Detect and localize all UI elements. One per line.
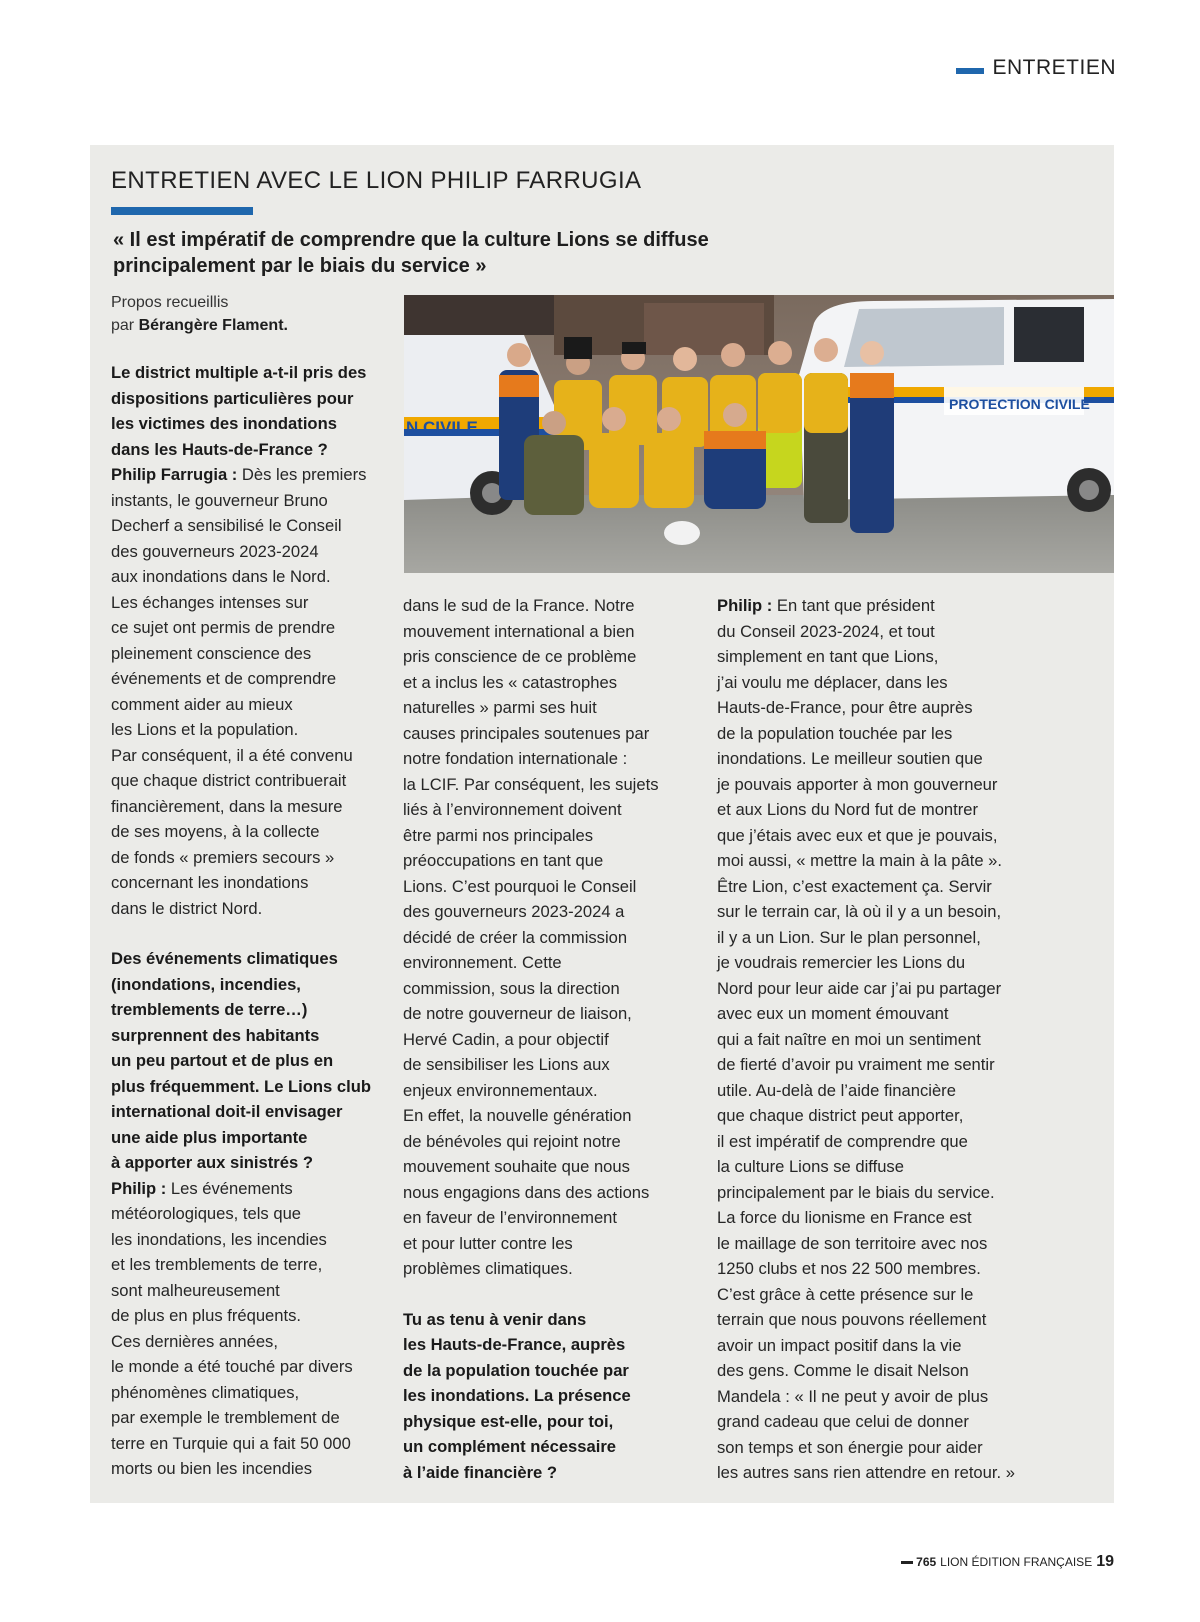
body-text: causes principales soutenues par bbox=[403, 723, 650, 743]
text-line bbox=[111, 1074, 381, 1100]
body-text: simplement en tant que Lions, bbox=[717, 647, 939, 666]
body-text: et a inclus les « catastrophes bbox=[403, 672, 617, 692]
bold-text: les inondations. La présence bbox=[403, 1386, 631, 1405]
text-line bbox=[111, 870, 381, 896]
text-line bbox=[403, 1052, 693, 1078]
text-line bbox=[717, 1460, 1037, 1486]
column-1 bbox=[111, 360, 381, 1482]
text-line bbox=[717, 721, 1037, 747]
text-line bbox=[717, 1001, 1037, 1027]
text-line bbox=[403, 1383, 693, 1409]
body-text: Lions. C’est pourquoi le Conseil bbox=[403, 876, 637, 896]
body-text: nous engagions dans des actions bbox=[403, 1182, 650, 1202]
text-line bbox=[717, 746, 1037, 772]
footer-dash bbox=[901, 1561, 913, 1564]
body-text: les inondations, les incendies bbox=[111, 1229, 327, 1249]
body-text: mouvement international a bien bbox=[403, 621, 635, 641]
body-text: décidé de créer la commission bbox=[403, 927, 628, 947]
body-text: dans le sud de la France. Notre bbox=[403, 596, 635, 615]
bold-text: Philip : bbox=[717, 596, 777, 615]
body-text: instants, le gouverneur Bruno bbox=[111, 490, 328, 510]
body-text: 1250 clubs et nos 22 500 membres. bbox=[717, 1259, 981, 1278]
body-text: le monde a été touché par divers bbox=[111, 1357, 353, 1376]
bold-text: dans les Hauts-de-France ? bbox=[111, 439, 328, 459]
byline-by: par bbox=[111, 317, 139, 334]
bold-text: un complément nécessaire bbox=[403, 1437, 617, 1456]
body-text: grand cadeau que celui de donner bbox=[717, 1412, 969, 1431]
body-text: financièrement, dans la mesure bbox=[111, 796, 343, 816]
body-text: comment aider au mieux bbox=[111, 694, 293, 714]
text-line bbox=[111, 997, 381, 1023]
text-line bbox=[403, 772, 693, 798]
body-text: Mandela : « Il ne peut y avoir de plus bbox=[717, 1386, 989, 1406]
body-text: j’ai voulu me déplacer, dans les bbox=[717, 672, 948, 692]
article-title: ENTRETIEN AVEC LE LION PHILIP FARRUGIA bbox=[111, 167, 642, 194]
text-line bbox=[111, 360, 381, 386]
van-right-text: PROTECTION CIVILE bbox=[949, 396, 1090, 412]
text-line bbox=[717, 1154, 1037, 1180]
text-line bbox=[111, 1023, 381, 1049]
body-text: Hervé Cadin, a pour objectif bbox=[403, 1029, 609, 1049]
byline-prefix: Propos recueillis bbox=[111, 294, 229, 311]
text-line bbox=[717, 1409, 1037, 1435]
body-text: environnement. Cette bbox=[403, 953, 562, 972]
body-text: Nord pour leur aide car j’ai pu partager bbox=[717, 978, 1002, 998]
text-line bbox=[111, 1201, 381, 1227]
van-left-text: N CIVILE bbox=[406, 418, 478, 437]
text-line bbox=[111, 488, 381, 514]
text-line bbox=[717, 1103, 1037, 1129]
text-line bbox=[111, 411, 381, 437]
body-text: utile. Au-delà de l’aide financière bbox=[717, 1080, 956, 1100]
body-text: je voudrais remercier les Lions du bbox=[717, 953, 966, 972]
body-text: événements et de comprendre bbox=[111, 669, 337, 688]
text-line bbox=[403, 644, 693, 670]
text-line bbox=[403, 874, 693, 900]
text-line bbox=[111, 1227, 381, 1253]
body-text: problèmes climatiques. bbox=[403, 1259, 573, 1278]
body-text: concernant les inondations bbox=[111, 873, 309, 892]
body-text: la culture Lions se diffuse bbox=[717, 1157, 904, 1176]
body-text: naturelles » parmi ses huit bbox=[403, 698, 597, 717]
text-line bbox=[403, 1332, 693, 1358]
bold-text: Philip Farrugia : bbox=[111, 465, 242, 484]
page-footer bbox=[901, 1553, 1114, 1571]
text-line bbox=[403, 619, 693, 645]
body-text: les Lions et la population. bbox=[111, 720, 299, 739]
text-line bbox=[111, 1176, 381, 1202]
body-text: de notre gouverneur de liaison, bbox=[403, 1004, 632, 1023]
text-line bbox=[111, 896, 381, 922]
body-text: par exemple le tremblement de bbox=[111, 1408, 340, 1427]
body-text: En tant que président bbox=[776, 596, 935, 615]
body-text: il y a un Lion. Sur le plan personnel, bbox=[717, 927, 981, 947]
body-text: En effet, la nouvelle génération bbox=[403, 1106, 632, 1125]
bold-text: Philip : bbox=[111, 1178, 171, 1198]
body-text: Être Lion, c’est exactement ça. Servir bbox=[717, 876, 992, 896]
body-text: préoccupations en tant que bbox=[403, 851, 604, 870]
text-line bbox=[111, 1380, 381, 1406]
body-text: sont malheureusement bbox=[111, 1280, 280, 1300]
body-text: phénomènes climatiques, bbox=[111, 1382, 300, 1402]
text-line bbox=[111, 437, 381, 463]
body-text: de ses moyens, à la collecte bbox=[111, 822, 320, 841]
bold-text: Des événements climatiques bbox=[111, 949, 338, 968]
group-photo bbox=[404, 295, 1114, 573]
text-line bbox=[111, 539, 381, 565]
section-tag bbox=[956, 56, 1116, 80]
text-line bbox=[717, 1129, 1037, 1155]
text-line bbox=[403, 695, 693, 721]
text-line bbox=[403, 670, 693, 696]
body-text: Hauts-de-France, pour être auprès bbox=[717, 698, 973, 717]
text-line bbox=[111, 641, 381, 667]
bold-text: un peu partout et de plus en bbox=[111, 1051, 334, 1070]
bold-text: international doit-il envisager bbox=[111, 1102, 343, 1121]
text-line bbox=[111, 386, 381, 412]
text-line bbox=[111, 1456, 381, 1482]
text-line bbox=[403, 1307, 693, 1333]
body-text: Dès les premiers bbox=[241, 465, 367, 484]
body-text: terrain que nous pouvons réellement bbox=[717, 1310, 987, 1329]
bold-text: plus fréquemment. Le Lions club bbox=[111, 1076, 371, 1096]
text-line bbox=[403, 1129, 693, 1155]
text-line bbox=[403, 1460, 693, 1486]
text-line bbox=[111, 1048, 381, 1074]
bold-text: une aide plus importante bbox=[111, 1127, 308, 1147]
body-text: moi aussi, « mettre la main à la pâte ». bbox=[717, 851, 1002, 870]
body-text: de bénévoles qui rejoint notre bbox=[403, 1131, 621, 1151]
body-text: que chaque district peut apporter, bbox=[717, 1106, 964, 1125]
bold-text: surprennent des habitants bbox=[111, 1025, 320, 1045]
text-line bbox=[111, 794, 381, 820]
text-line bbox=[717, 1282, 1037, 1308]
body-text: Ces dernières années, bbox=[111, 1331, 278, 1351]
bold-text: Tu as tenu à venir dans bbox=[403, 1309, 587, 1329]
text-line bbox=[403, 746, 693, 772]
bold-text: les victimes des inondations bbox=[111, 414, 337, 433]
body-text: C’est grâce à cette présence sur le bbox=[717, 1284, 974, 1304]
body-text: inondations. Le meilleur soutien que bbox=[717, 749, 983, 768]
body-text: Les échanges intenses sur bbox=[111, 592, 309, 612]
text-line bbox=[111, 513, 381, 539]
text-line bbox=[717, 772, 1037, 798]
text-line bbox=[111, 1329, 381, 1355]
text-line bbox=[111, 1125, 381, 1151]
body-text: Decherf a sensibilisé le Conseil bbox=[111, 516, 342, 535]
text-line bbox=[111, 1431, 381, 1457]
text-line bbox=[717, 1027, 1037, 1053]
text-line bbox=[717, 670, 1037, 696]
body-text: de plus en plus fréquents. bbox=[111, 1306, 302, 1325]
body-text: de sensibiliser les Lions aux bbox=[403, 1055, 610, 1074]
bold-text: (inondations, incendies, bbox=[111, 974, 301, 994]
bold-text: tremblements de terre…) bbox=[111, 1000, 308, 1019]
text-line bbox=[717, 1384, 1037, 1410]
text-line bbox=[717, 1052, 1037, 1078]
body-text: qui a fait naître en moi un sentiment bbox=[717, 1029, 981, 1049]
body-text: sur le terrain car, là où il y a un besoin, bbox=[717, 902, 1002, 921]
bold-text: de la population touchée par bbox=[403, 1360, 629, 1380]
title-rule bbox=[111, 207, 253, 215]
text-line bbox=[403, 1256, 693, 1282]
text-line bbox=[717, 1333, 1037, 1359]
issue-number: 765 bbox=[916, 1555, 937, 1569]
text-line bbox=[111, 1354, 381, 1380]
body-text: et pour lutter contre les bbox=[403, 1233, 573, 1253]
body-text: et les tremblements de terre, bbox=[111, 1255, 323, 1274]
text-line bbox=[403, 1154, 693, 1180]
text-line bbox=[403, 1078, 693, 1104]
bold-text: dispositions particulières pour bbox=[111, 388, 354, 408]
text-line bbox=[403, 1205, 693, 1231]
body-text: avoir un impact positif dans la vie bbox=[717, 1335, 962, 1355]
text-line bbox=[403, 593, 693, 619]
body-text: des gens. Comme le disait Nelson bbox=[717, 1361, 969, 1380]
byline bbox=[111, 291, 288, 337]
body-text: des gouverneurs 2023-2024 bbox=[111, 541, 319, 561]
body-text: des gouverneurs 2023-2024 a bbox=[403, 902, 625, 921]
text-line bbox=[111, 768, 381, 794]
text-line bbox=[717, 950, 1037, 976]
body-text: du Conseil 2023-2024, et tout bbox=[717, 621, 935, 641]
text-line bbox=[717, 874, 1037, 900]
text-line bbox=[717, 1307, 1037, 1333]
text-line bbox=[403, 899, 693, 925]
text-line bbox=[403, 1027, 693, 1053]
text-line bbox=[111, 1278, 381, 1304]
text-line bbox=[403, 1231, 693, 1257]
text-line bbox=[111, 972, 381, 998]
text-line bbox=[717, 695, 1037, 721]
text-line bbox=[403, 976, 693, 1002]
text-line bbox=[111, 946, 381, 972]
bold-text: à l’aide financière ? bbox=[403, 1462, 558, 1482]
pull-quote bbox=[113, 227, 753, 279]
body-text: je pouvais apporter à mon gouverneur bbox=[717, 774, 998, 794]
body-text: dans le district Nord. bbox=[111, 898, 263, 918]
paragraph-gap bbox=[403, 1282, 693, 1307]
text-line bbox=[717, 976, 1037, 1002]
text-line bbox=[717, 1256, 1037, 1282]
text-line bbox=[717, 848, 1037, 874]
text-line bbox=[111, 1252, 381, 1278]
text-line bbox=[717, 619, 1037, 645]
text-line bbox=[717, 1231, 1037, 1257]
column-3 bbox=[717, 593, 1037, 1486]
text-line bbox=[111, 666, 381, 692]
text-line bbox=[717, 823, 1037, 849]
body-text: que j’étais avec eux et que je pouvais, bbox=[717, 825, 998, 845]
text-line bbox=[403, 1434, 693, 1460]
body-text: principalement par le biais du service. bbox=[717, 1182, 995, 1202]
bold-text: Le district multiple a-t-il pris des bbox=[111, 363, 367, 382]
body-text: liés à l’environnement doivent bbox=[403, 800, 622, 819]
body-text: son temps et son énergie pour aider bbox=[717, 1437, 983, 1457]
bold-text: à apporter aux sinistrés ? bbox=[111, 1153, 313, 1172]
body-text: pris conscience de ce problème bbox=[403, 647, 637, 666]
text-line bbox=[717, 899, 1037, 925]
body-text: en faveur de l’environnement bbox=[403, 1208, 618, 1227]
body-text: il est impératif de comprendre que bbox=[717, 1131, 968, 1151]
byline-author: Bérangère Flament. bbox=[138, 317, 288, 334]
text-line bbox=[717, 1435, 1037, 1461]
page-number: 19 bbox=[1096, 1553, 1114, 1570]
text-line bbox=[403, 1001, 693, 1027]
text-line bbox=[111, 564, 381, 590]
text-line bbox=[111, 743, 381, 769]
text-line bbox=[403, 950, 693, 976]
text-line bbox=[403, 1409, 693, 1435]
body-text: ce sujet ont permis de prendre bbox=[111, 618, 336, 637]
bold-text: physique est-elle, pour toi, bbox=[403, 1411, 614, 1431]
text-line bbox=[403, 1358, 693, 1384]
text-line bbox=[111, 692, 381, 718]
text-line bbox=[717, 593, 1037, 619]
text-line bbox=[403, 823, 693, 849]
body-text: notre fondation internationale : bbox=[403, 749, 628, 768]
text-line bbox=[403, 1180, 693, 1206]
text-line bbox=[111, 1405, 381, 1431]
text-line bbox=[717, 797, 1037, 823]
article-panel bbox=[90, 145, 1114, 1503]
text-line bbox=[111, 590, 381, 616]
body-text: La force du lionisme en France est bbox=[717, 1208, 972, 1227]
body-text: Les événements bbox=[170, 1178, 293, 1198]
text-line bbox=[717, 644, 1037, 670]
body-text: de fonds « premiers secours » bbox=[111, 847, 335, 867]
body-text: être parmi nos principales bbox=[403, 825, 593, 845]
text-line bbox=[717, 925, 1037, 951]
body-text: les autres sans rien attendre en retour. » bbox=[717, 1463, 1015, 1482]
body-text: terre en Turquie qui a fait 50 000 bbox=[111, 1433, 351, 1453]
text-line bbox=[403, 721, 693, 747]
text-line bbox=[111, 717, 381, 743]
text-line bbox=[717, 1358, 1037, 1384]
text-line bbox=[717, 1205, 1037, 1231]
section-tag-label: ENTRETIEN bbox=[992, 56, 1116, 79]
paragraph-gap bbox=[111, 921, 381, 946]
body-text: mouvement souhaite que nous bbox=[403, 1157, 630, 1176]
text-line bbox=[111, 819, 381, 845]
text-line bbox=[111, 1099, 381, 1125]
section-tag-bar bbox=[956, 68, 984, 74]
body-text: que chaque district contribuerait bbox=[111, 771, 347, 790]
body-text: commission, sous la direction bbox=[403, 978, 620, 998]
column-2 bbox=[403, 593, 693, 1485]
body-text: de fierté d’avoir pu vraiment me sentir bbox=[717, 1055, 995, 1074]
body-text: avec eux un moment émouvant bbox=[717, 1004, 949, 1023]
pull-quote-line: « Il est impératif de comprendre que la culture Lions se diffuse bbox=[113, 229, 709, 251]
text-line bbox=[111, 845, 381, 871]
body-text: météorologiques, tels que bbox=[111, 1204, 302, 1223]
text-line bbox=[403, 1103, 693, 1129]
text-line bbox=[403, 848, 693, 874]
bold-text: les Hauts-de-France, auprès bbox=[403, 1335, 626, 1354]
pull-quote-line: principalement par le biais du service » bbox=[113, 255, 487, 277]
body-text: de la population touchée par les bbox=[717, 723, 953, 743]
body-text: enjeux environnementaux. bbox=[403, 1080, 598, 1100]
magazine-name: LION ÉDITION FRANÇAISE bbox=[940, 1555, 1093, 1569]
text-line bbox=[111, 1150, 381, 1176]
text-line bbox=[111, 462, 381, 488]
body-text: Par conséquent, il a été convenu bbox=[111, 745, 353, 765]
body-text: pleinement conscience des bbox=[111, 643, 312, 663]
body-text: morts ou bien les incendies bbox=[111, 1459, 313, 1478]
text-line bbox=[111, 1303, 381, 1329]
text-line bbox=[403, 925, 693, 951]
text-line bbox=[717, 1078, 1037, 1104]
body-text: la LCIF. Par conséquent, les sujets bbox=[403, 774, 659, 794]
body-text: et aux Lions du Nord fut de montrer bbox=[717, 800, 979, 819]
text-line bbox=[403, 797, 693, 823]
body-text: aux inondations dans le Nord. bbox=[111, 567, 331, 586]
text-line bbox=[111, 615, 381, 641]
group-photo-illustration bbox=[404, 295, 1114, 573]
text-line bbox=[717, 1180, 1037, 1206]
body-text: le maillage de son territoire avec nos bbox=[717, 1233, 988, 1253]
